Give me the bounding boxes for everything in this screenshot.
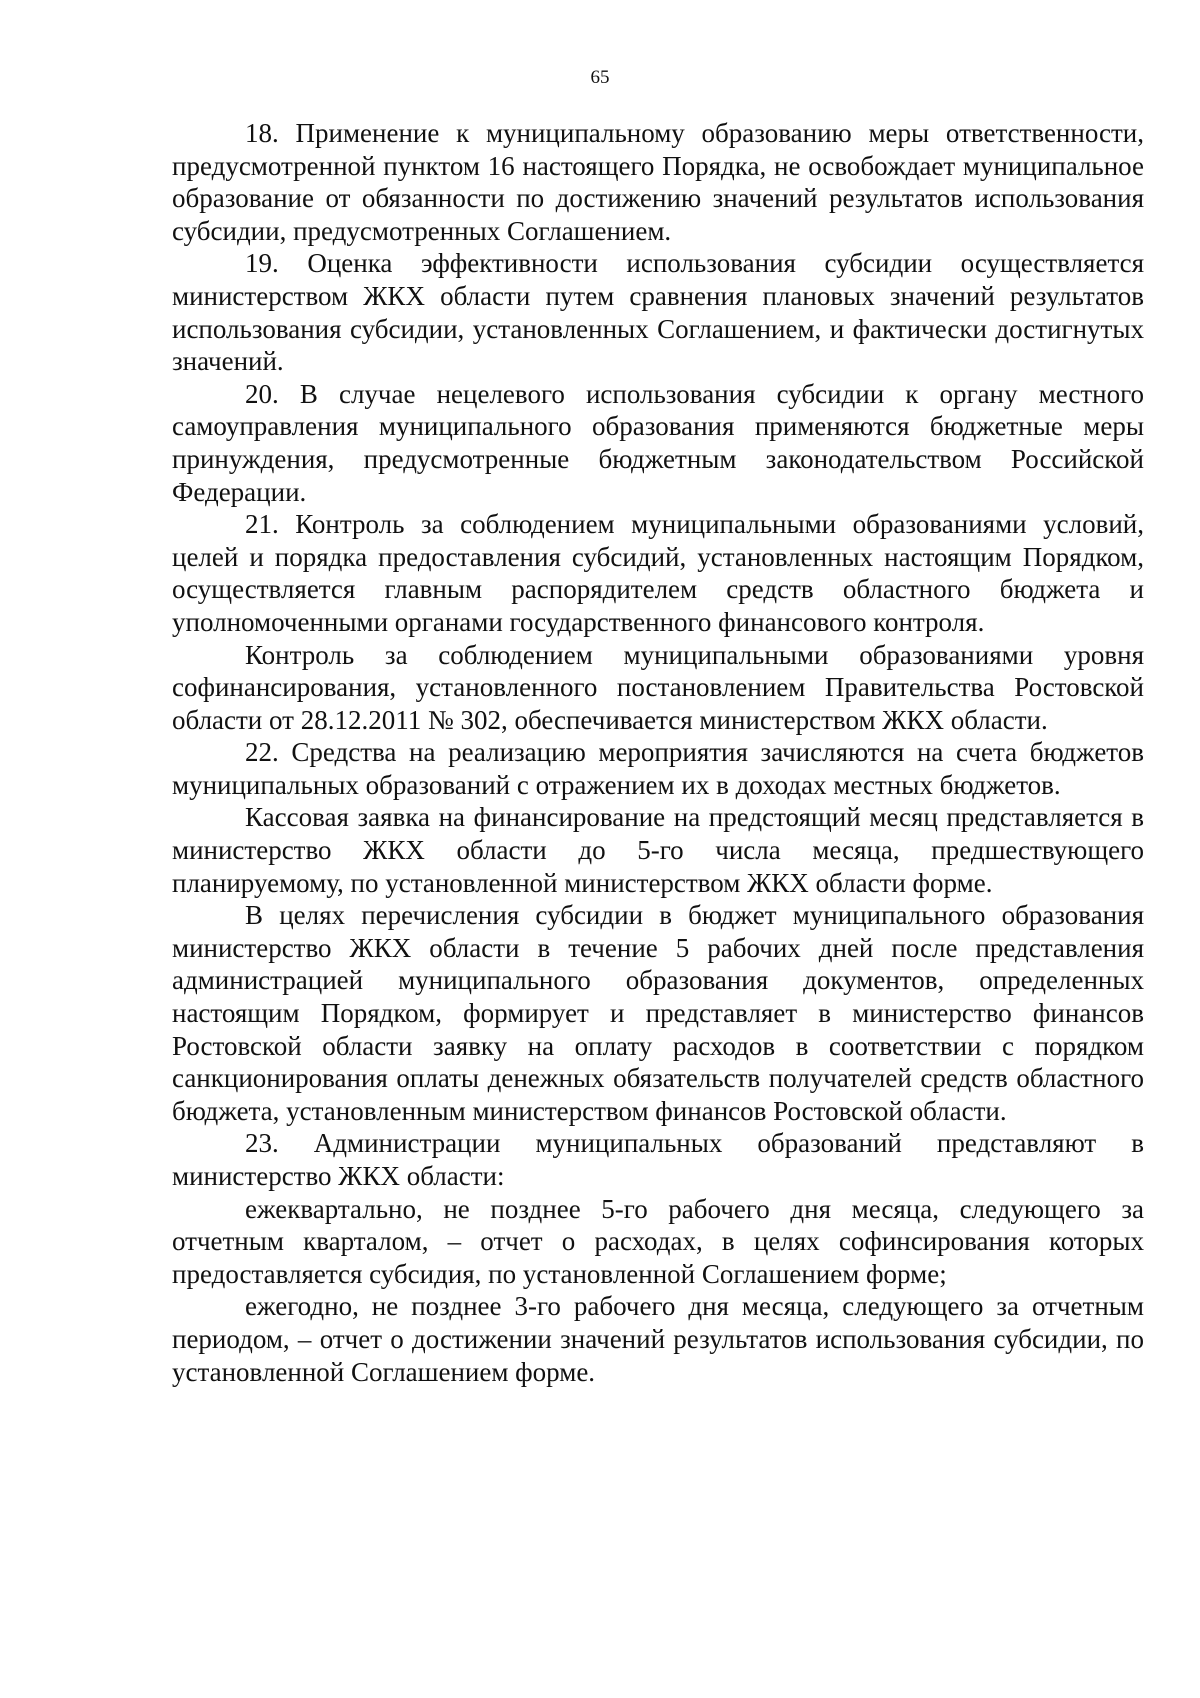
paragraph-22-funds-crediting: 22. Средства на реализацию мероприятия зачисляются на счета бюджетов муниципальных образований с отражением их в доходах местных бюджетов.: [172, 737, 1144, 800]
page-number: 65: [590, 67, 610, 88]
paragraph-cash-request: Кассовая заявка на финансирование на предстоящий месяц представляется в министерство ЖКХ области до 5-го числа месяца, предшествующего планируемому, по установленной министерством ЖКХ области форме.: [172, 802, 1144, 898]
paragraph-annual-report: ежегодно, не позднее 3-го рабочего дня месяца, следующего за отчетным периодом, – отчет о достижении значений результатов использования субсидии, по установленной Соглашением форме.: [172, 1291, 1144, 1387]
paragraph-20-misuse-measures: 20. В случае нецелевого использования субсидии к органу местного самоуправления муниципального образования применяются бюджетные меры принуждения, предусмотренные бюджетным законодательством Российской Федерации.: [172, 378, 1144, 507]
paragraph-18-responsibility: 18. Применение к муниципальному образованию меры ответственности, предусмотренной пунктом 16 настоящего Порядка, не освобождает муниципальное образование от обязанности по достижению значений результатов использования субсидии, предусмотренных Соглашением.: [172, 118, 1144, 246]
paragraph-21-control: 21. Контроль за соблюдением муниципальными образованиями условий, целей и порядка предоставления субсидий, установленных настоящим Порядком, осуществляется главным распорядителем средств областного бюджета и уполномоченными органами государственного финансового контроля.: [172, 509, 1144, 637]
paragraph-23-reporting: 23. Администрации муниципальных образований представляют в министерство ЖКХ области:: [172, 1128, 1144, 1191]
paragraph-19-efficiency-evaluation: 19. Оценка эффективности использования субсидии осуществляется министерством ЖКХ области путем сравнения плановых значений результатов использования субсидии, установленных Соглашением, и фактически достигнутых значений.: [172, 248, 1144, 377]
paragraph-quarterly-report: ежеквартально, не позднее 5-го рабочего дня месяца, следующего за отчетным кварталом, – отчет о расходах, в целях софинсирования которых предоставляется субсидия, по установленной Соглашением форме;: [172, 1193, 1144, 1289]
document-body: [172, 117, 1144, 1388]
paragraph-cofinancing-control: Контроль за соблюдением муниципальными образованиями уровня софинансирования, установленного постановлением Правительства Ростовской области от 28.12.2011 № 302, обеспечивается министерством ЖКХ области.: [172, 639, 1144, 735]
paragraph-subsidy-transfer: В целях перечисления субсидии в бюджет муниципального образования министерство ЖКХ области в течение 5 рабочих дней после представления администрацией муниципального образования документов, определенных настоящим Порядком, формирует и представляет в министерство финансов Ростовской области заявку на оплату расходов в соответствии с порядком санкционирования оплаты денежных обязательств получателей средств областного бюджета, установленным министерством финансов Ростовской области.: [172, 900, 1144, 1126]
